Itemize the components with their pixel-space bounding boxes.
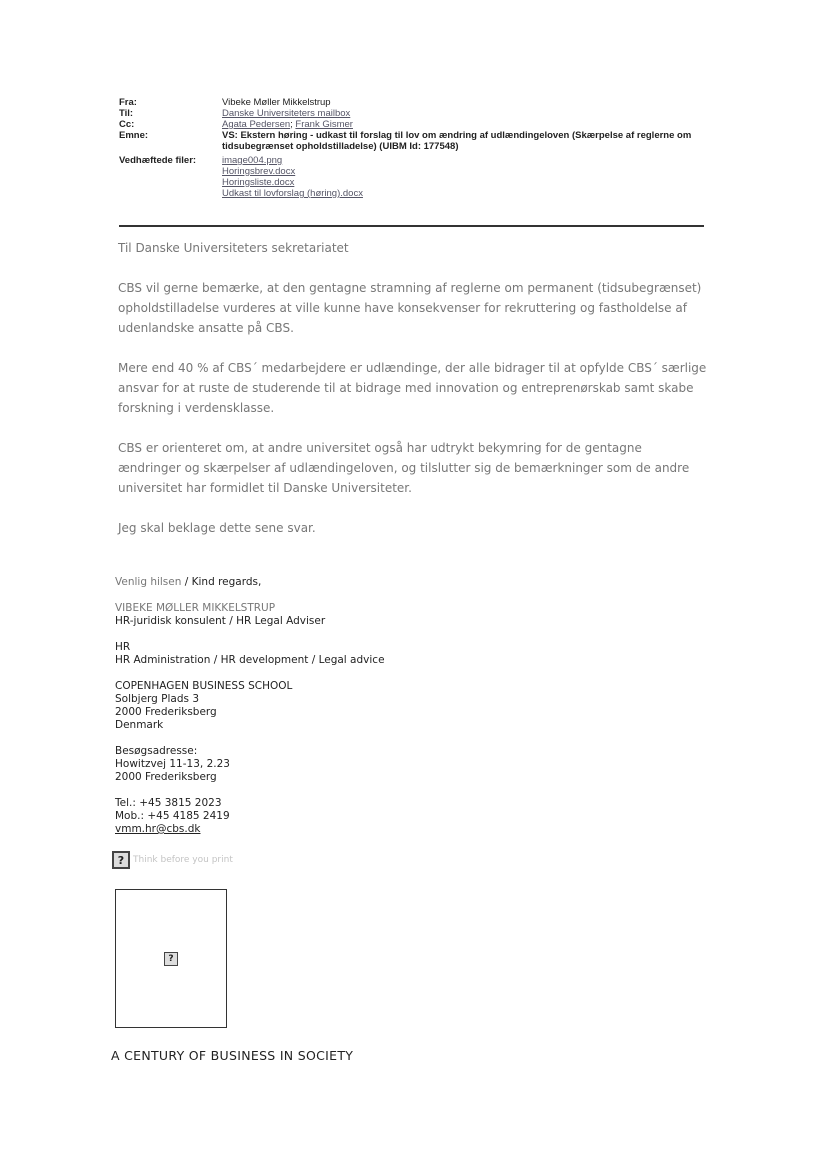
- contact-block: [115, 797, 565, 836]
- cc-label: Cc:: [119, 119, 135, 130]
- address-line: Denmark: [115, 719, 164, 731]
- email-link[interactable]: vmm.hr@cbs.dk: [115, 823, 201, 835]
- body-paragraph: CBS vil gerne bemærke, at den gentagne stramning af reglerne om permanent (tidsubegrænset) opholdstilladelse vurderes at ville kunne have konsekvenser for rekruttering og fastholdelse af udenlandske ansatte på CBS.: [118, 281, 702, 335]
- body-paragraph: CBS er orienteret om, at andre universitet også har udtrykt bekymring for de gentagne ændringer og skærpelser af udlændingeloven, og tilslutter sig de bemærkninger som de andre universitet har formidlet til Danske Universiteter.: [118, 441, 690, 495]
- attachment-link[interactable]: image004.png: [222, 155, 283, 166]
- greeting: [115, 576, 565, 589]
- image-placeholder: [115, 889, 227, 1028]
- cc-link[interactable]: Agata Pedersen: [222, 119, 291, 130]
- cc-link[interactable]: Frank Gismer: [295, 119, 353, 130]
- signer-name: VIBEKE MØLLER MIKKELSTRUP: [115, 602, 276, 614]
- email-header: [119, 97, 719, 199]
- body-paragraph: Mere end 40 % af CBS´ medarbejdere er udlændinge, der alle bidrager til at opfylde CBS´ særlige ansvar for at ruste de studerende til at bidrage med innovation og entreprenørskab samt skabe forskning i verdensklasse.: [118, 361, 707, 415]
- mob: Mob.: +45 4185 2419: [115, 810, 230, 822]
- greeting-en: / Kind regards,: [181, 576, 262, 588]
- subject-row: [119, 130, 719, 152]
- attachment-link[interactable]: Udkast til lovforslag (høring).docx: [222, 188, 363, 199]
- from-value: Vibeke Møller Mikkelstrup: [222, 97, 331, 108]
- dept-sub: HR Administration / HR development / Legal advice: [115, 654, 385, 666]
- cc-row: [119, 119, 719, 130]
- tagline: A CENTURY OF BUSINESS IN SOCIETY: [111, 1048, 354, 1063]
- dept-block: [115, 641, 565, 667]
- to-label: Til:: [119, 108, 134, 119]
- attachments-list: [222, 155, 719, 199]
- visit-label: Besøgsadresse:: [115, 745, 198, 757]
- greeting-da: Venlig hilsen: [115, 576, 182, 588]
- subject-value: VS: Ekstern høring - udkast til forslag til lov om ændring af udlændingeloven (Skærpelse af reglerne om tidsubegrænset opholdstilladelse) (UIBM Id: 177548): [222, 130, 692, 152]
- tel: Tel.: +45 3815 2023: [115, 797, 222, 809]
- to-row: [119, 108, 719, 119]
- visit-line: 2000 Frederiksberg: [115, 771, 217, 783]
- signature: [115, 576, 565, 849]
- visit-line: Howitzvej 11-13, 2.23: [115, 758, 230, 770]
- address-line: 2000 Frederiksberg: [115, 706, 217, 718]
- subject-label: Emne:: [119, 130, 149, 141]
- broken-image-icon: ?: [164, 952, 178, 966]
- to-link[interactable]: Danske Universiteters mailbox: [222, 108, 351, 119]
- signer-title: HR-juridisk konsulent / HR Legal Adviser: [115, 615, 326, 627]
- salutation: Til Danske Universiteters sekretariatet: [118, 241, 349, 255]
- attachments-row: [119, 155, 719, 199]
- attachment-link[interactable]: Horingsliste.docx: [222, 177, 295, 188]
- address-line: Solbjerg Plads 3: [115, 693, 200, 705]
- body-paragraph: Jeg skal beklage dette sene svar.: [118, 521, 316, 535]
- from-row: [119, 97, 719, 108]
- broken-image-icon: ?: [112, 851, 130, 869]
- think-before-print: [112, 851, 233, 869]
- header-divider: [119, 225, 704, 227]
- think-text: Think before you print: [133, 855, 233, 865]
- address-block: [115, 680, 565, 732]
- attachment-link[interactable]: Horingsbrev.docx: [222, 166, 296, 177]
- attachments-label: Vedhæftede filer:: [119, 155, 197, 166]
- from-label: Fra:: [119, 97, 137, 108]
- cc-separator: ;: [290, 119, 296, 130]
- org-name: COPENHAGEN BUSINESS SCHOOL: [115, 680, 293, 692]
- dept: HR: [115, 641, 131, 653]
- visit-block: [115, 745, 565, 784]
- name-block: [115, 602, 565, 628]
- email-body: [118, 238, 708, 558]
